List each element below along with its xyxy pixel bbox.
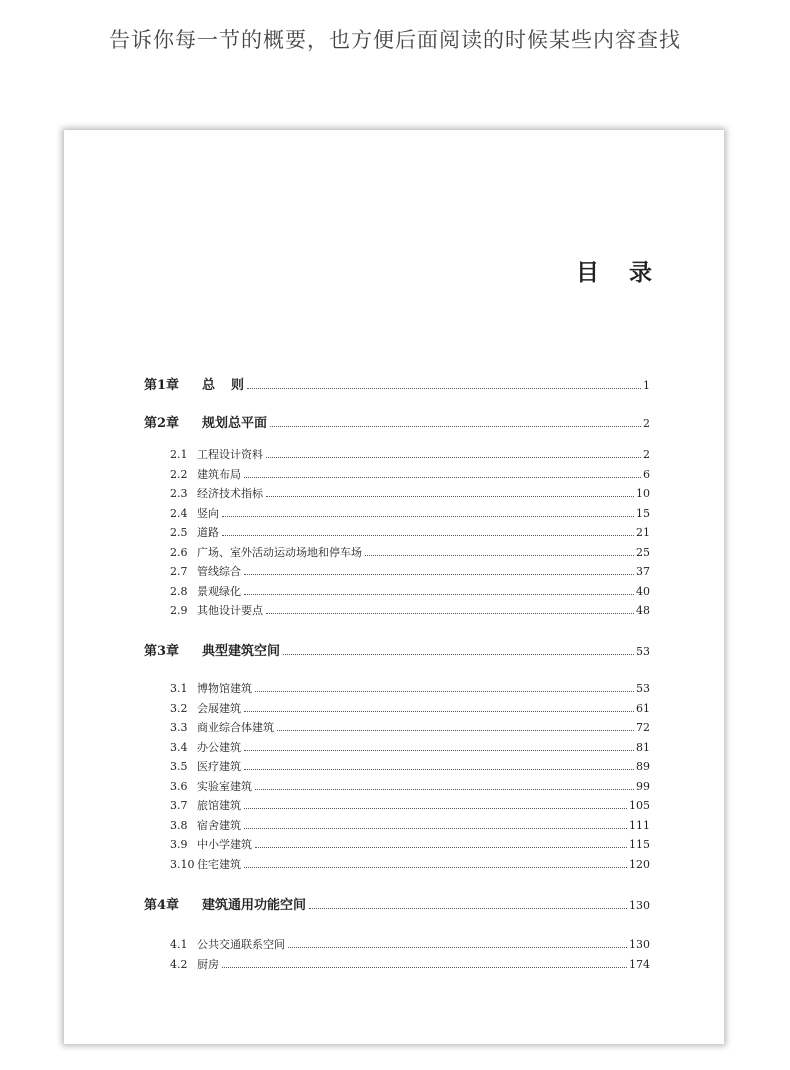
dot-leader [247, 387, 641, 389]
section-title: 建筑布局 [197, 467, 241, 481]
dot-leader [244, 476, 641, 478]
section-title: 景观绿化 [197, 584, 241, 598]
toc-section-row[interactable] [170, 485, 650, 501]
section-number: 2.6 [170, 545, 188, 559]
page-number: 2 [643, 448, 650, 461]
banner-caption: 告诉你每一节的概要，也方便后面阅读的时候某些内容查找 [109, 28, 681, 52]
toc-section-row[interactable] [170, 446, 650, 462]
dot-leader [270, 425, 641, 427]
section-title: 博物馆建筑 [197, 682, 252, 695]
page-number: 61 [636, 701, 650, 715]
section-title: 工程设计资料 [197, 448, 263, 461]
section-number: 2.8 [170, 584, 188, 598]
toc-list [64, 130, 724, 1044]
page-number: 25 [636, 545, 650, 559]
toc-section-row[interactable] [170, 719, 650, 735]
section-title: 管线综合 [197, 565, 241, 578]
dot-leader [222, 966, 627, 968]
dot-leader [244, 866, 627, 868]
chapter-number: 第3章 [144, 644, 180, 659]
section-title: 商业综合体建筑 [197, 721, 274, 734]
section-number: 3.8 [170, 818, 188, 832]
toc-section-row[interactable] [170, 936, 650, 952]
toc-section-row[interactable] [170, 836, 650, 852]
section-number: 3.4 [170, 740, 188, 754]
chapter-title: 规划总平面 [202, 416, 268, 431]
dot-leader [255, 788, 634, 790]
section-title: 竖向 [197, 506, 219, 520]
dot-leader [244, 710, 634, 712]
toc-section-row[interactable] [170, 758, 650, 774]
toc-section-row[interactable] [170, 583, 650, 599]
page-number: 1 [643, 379, 650, 392]
page-number: 2 [643, 417, 650, 430]
section-number: 3.10 [170, 857, 195, 871]
section-title: 其他设计要点 [197, 604, 263, 617]
section-title: 办公建筑 [197, 740, 241, 754]
toc-section-row[interactable] [170, 505, 650, 521]
page-number: 130 [629, 899, 650, 912]
toc-section-row[interactable] [170, 856, 650, 872]
section-number: 3.1 [170, 682, 188, 695]
toc-section-row[interactable] [170, 544, 650, 560]
toc-section-row[interactable] [170, 602, 650, 618]
dot-leader [244, 827, 627, 829]
section-number: 3.9 [170, 838, 188, 851]
chapter-number: 第4章 [144, 898, 180, 913]
section-title: 住宅建筑 [197, 857, 241, 871]
dot-leader [244, 593, 634, 595]
page-number: 120 [629, 857, 650, 871]
dot-leader [266, 495, 634, 497]
section-number: 2.4 [170, 506, 188, 520]
toc-section-row[interactable] [170, 466, 650, 482]
toc-section-row[interactable] [170, 680, 650, 696]
section-title: 旅馆建筑 [197, 799, 241, 812]
toc-section-row[interactable] [170, 700, 650, 716]
toc-chapter-row[interactable] [144, 640, 650, 659]
page-number: 48 [636, 604, 650, 617]
section-number: 3.3 [170, 721, 188, 734]
section-title: 经济技术指标 [197, 487, 263, 500]
dot-leader [244, 573, 634, 575]
page-number: 111 [629, 818, 650, 832]
dot-leader [255, 846, 627, 848]
page-number: 53 [636, 645, 650, 658]
section-title: 道路 [197, 526, 219, 539]
page-number: 130 [629, 938, 650, 951]
page-number: 99 [636, 779, 650, 793]
page-number: 53 [636, 682, 650, 695]
page-number: 174 [629, 957, 650, 971]
toc-chapter-row[interactable] [144, 412, 650, 431]
toc-title: 目录 [576, 259, 682, 286]
section-number: 4.2 [170, 957, 188, 971]
page-number: 6 [643, 467, 650, 481]
page-number: 72 [636, 721, 650, 734]
section-title: 中小学建筑 [197, 838, 252, 851]
section-title: 公共交通联系空间 [197, 938, 285, 951]
dot-leader [244, 807, 627, 809]
chapter-title: 总则 [202, 378, 261, 393]
dot-leader [283, 653, 634, 655]
toc-section-row[interactable] [170, 524, 650, 540]
section-number: 2.3 [170, 487, 188, 500]
dot-leader [222, 534, 634, 536]
section-title: 会展建筑 [197, 701, 241, 715]
section-number: 2.9 [170, 604, 188, 617]
page-number: 21 [636, 526, 650, 539]
toc-section-row[interactable] [170, 739, 650, 755]
chapter-title: 建筑通用功能空间 [202, 898, 307, 913]
toc-section-row[interactable] [170, 817, 650, 833]
chapter-number: 第1章 [144, 378, 180, 393]
dot-leader [266, 456, 641, 458]
dot-leader [255, 690, 634, 692]
section-number: 3.5 [170, 760, 188, 773]
section-number: 3.6 [170, 779, 188, 793]
section-title: 广场、室外活动运动场地和停车场 [197, 545, 362, 559]
section-number: 2.5 [170, 526, 188, 539]
dot-leader [244, 749, 634, 751]
page-number: 15 [636, 506, 650, 520]
page-number: 40 [636, 584, 650, 598]
section-title: 实验室建筑 [197, 779, 252, 793]
section-number: 4.1 [170, 938, 188, 951]
chapter-number: 第2章 [144, 416, 180, 431]
section-number: 2.1 [170, 448, 188, 461]
section-number: 2.7 [170, 565, 188, 578]
dot-leader [266, 612, 634, 614]
toc-page [64, 130, 724, 1044]
page-number: 37 [636, 565, 650, 578]
toc-section-row[interactable] [170, 956, 650, 972]
page-number: 10 [636, 487, 650, 500]
section-number: 3.7 [170, 799, 188, 812]
toc-section-row[interactable] [170, 797, 650, 813]
toc-chapter-row[interactable] [144, 374, 650, 393]
section-number: 2.2 [170, 467, 188, 481]
page-number: 105 [629, 799, 650, 812]
page-number: 115 [629, 838, 650, 851]
toc-section-row[interactable] [170, 778, 650, 794]
page-number: 89 [636, 760, 650, 773]
toc-chapter-row[interactable] [144, 894, 650, 913]
dot-leader [365, 554, 634, 556]
dot-leader [222, 515, 634, 517]
chapter-title: 典型建筑空间 [202, 644, 281, 659]
section-number: 3.2 [170, 701, 188, 715]
dot-leader [288, 946, 627, 948]
section-title: 宿舍建筑 [197, 818, 241, 832]
section-title: 医疗建筑 [197, 760, 241, 773]
dot-leader [244, 768, 634, 770]
section-title: 厨房 [197, 957, 219, 971]
toc-section-row[interactable] [170, 563, 650, 579]
dot-leader [277, 729, 634, 731]
dot-leader [309, 907, 627, 909]
page-number: 81 [636, 740, 650, 754]
